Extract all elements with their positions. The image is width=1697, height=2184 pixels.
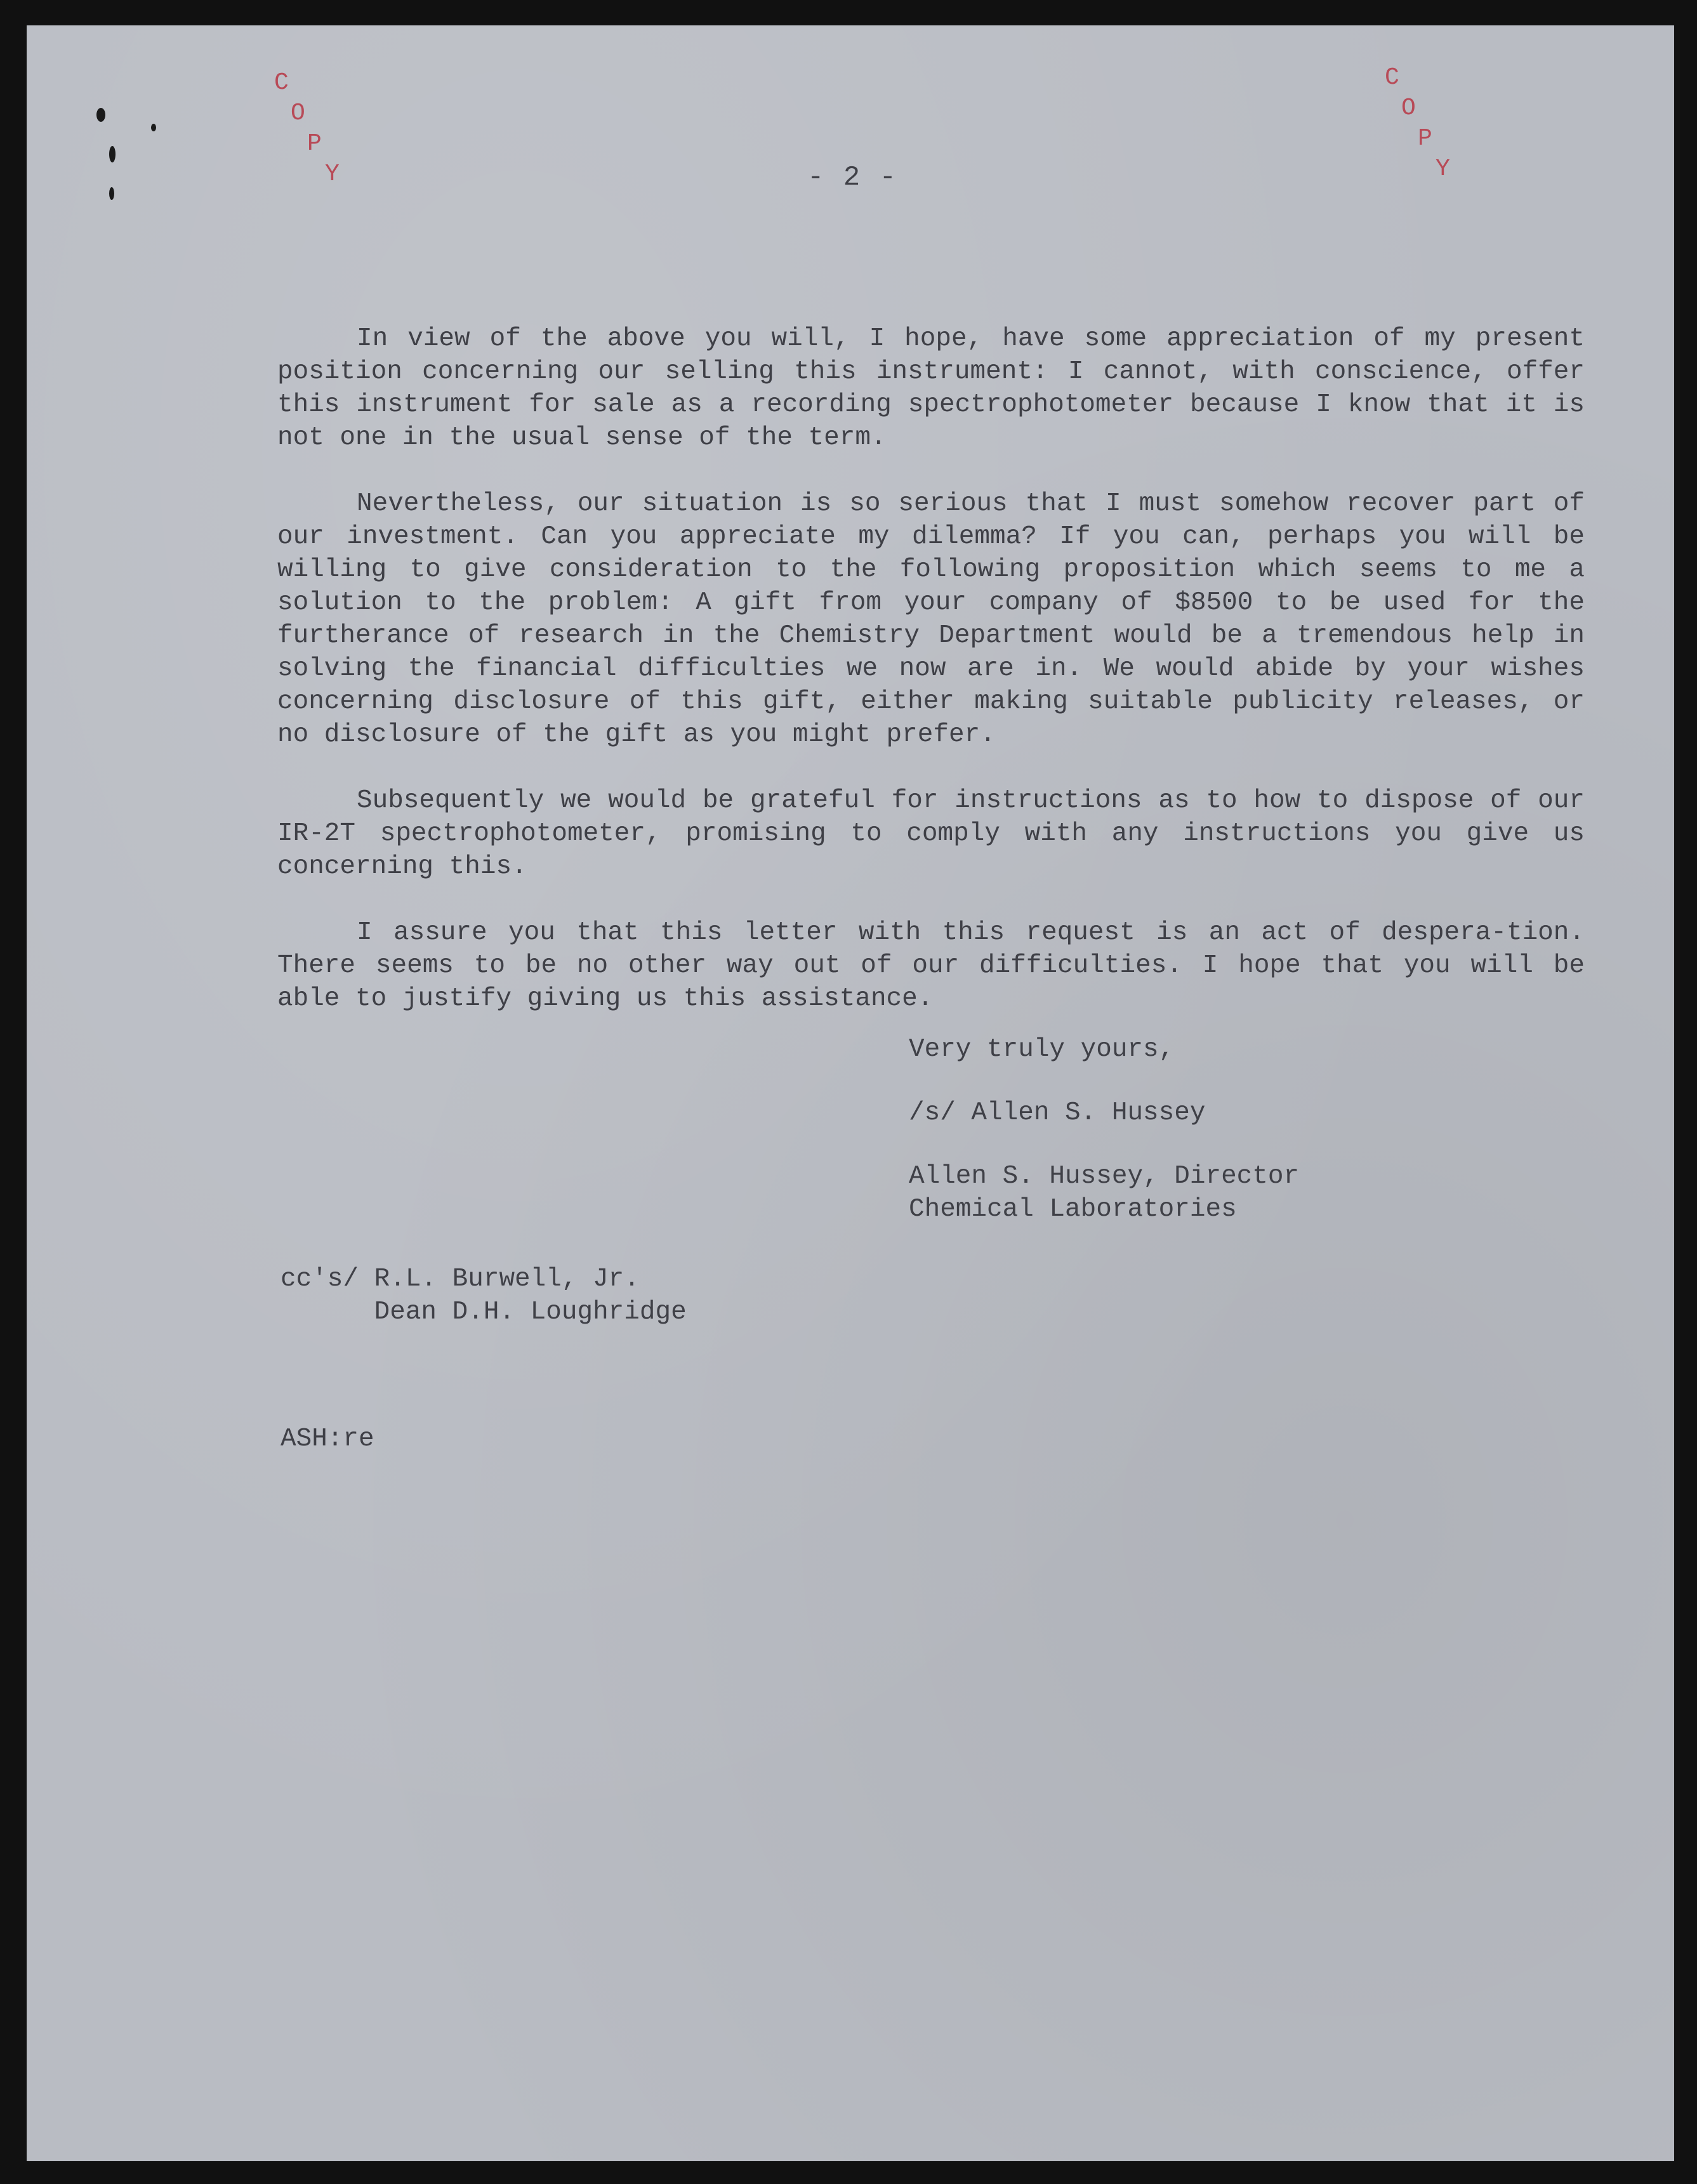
- copy-stamp-letter: Y: [1436, 155, 1450, 183]
- cc-line: cc's/ R.L. Burwell, Jr.: [281, 1265, 640, 1294]
- copy-stamp-letter: P: [1418, 125, 1432, 152]
- cc-list: [281, 1263, 687, 1329]
- copy-stamp-letter: O: [1401, 95, 1416, 122]
- cc-line: Dean D.H. Loughridge: [281, 1298, 687, 1327]
- closing-salutation: Very truly yours,: [909, 1035, 1175, 1064]
- reference-initials: ASH:re: [281, 1424, 374, 1454]
- copy-stamp-letter: O: [291, 100, 305, 127]
- letter-body: [277, 322, 1585, 1048]
- copy-stamp-left: [274, 71, 363, 198]
- punch-hole-mark: [151, 124, 156, 131]
- punch-hole-mark: [109, 187, 114, 200]
- letter-page: [27, 25, 1674, 2161]
- copy-stamp-letter: C: [274, 69, 289, 96]
- signer-name-title: Allen S. Hussey, Director: [909, 1162, 1300, 1191]
- copy-stamp-right: [1385, 66, 1474, 193]
- copy-stamp-letter: Y: [325, 161, 340, 188]
- copy-stamp-letter: C: [1385, 64, 1399, 91]
- page-number: - 2 -: [807, 162, 898, 194]
- body-paragraph: I assure you that this letter with this request is an act of despera-tion. There seems to be no other way out of our difficulties. I hope that you will be able to justify giving us this assistance.: [277, 918, 1585, 1013]
- body-paragraph: Subsequently we would be grateful for instructions as to how to dispose of our IR-2T spectrophotometer, promising to comply with any instructions you give us concerning this.: [277, 786, 1585, 881]
- body-paragraph: Nevertheless, our situation is so serious that I must somehow recover part of our investment. Can you appreciate my dilemma? If you can, perhaps you will be willing to give consideration to the following proposition which seems to me a solution to the problem: A gift from your company of $8500 to be used for the furtherance of research in the Chemistry Department would be a tremendous help in solving the financial difficulties we now are in. We would abide by your wishes concerning disclosure of this gift, either making suitable publicity releases, or no disclosure of the gift as you might prefer.: [277, 489, 1585, 749]
- body-paragraph: In view of the above you will, I hope, have some appreciation of my present position concerning our selling this instrument: I cannot, with conscience, offer this instrument for sale as a recording spectrophotometer because I know that it is not one in the usual sense of the term.: [277, 324, 1585, 452]
- punch-hole-mark: [109, 146, 116, 162]
- signature: /s/ Allen S. Hussey: [909, 1098, 1206, 1128]
- copy-stamp-letter: P: [307, 130, 322, 157]
- punch-hole-mark: [96, 108, 105, 122]
- signer-department: Chemical Laboratories: [909, 1195, 1237, 1224]
